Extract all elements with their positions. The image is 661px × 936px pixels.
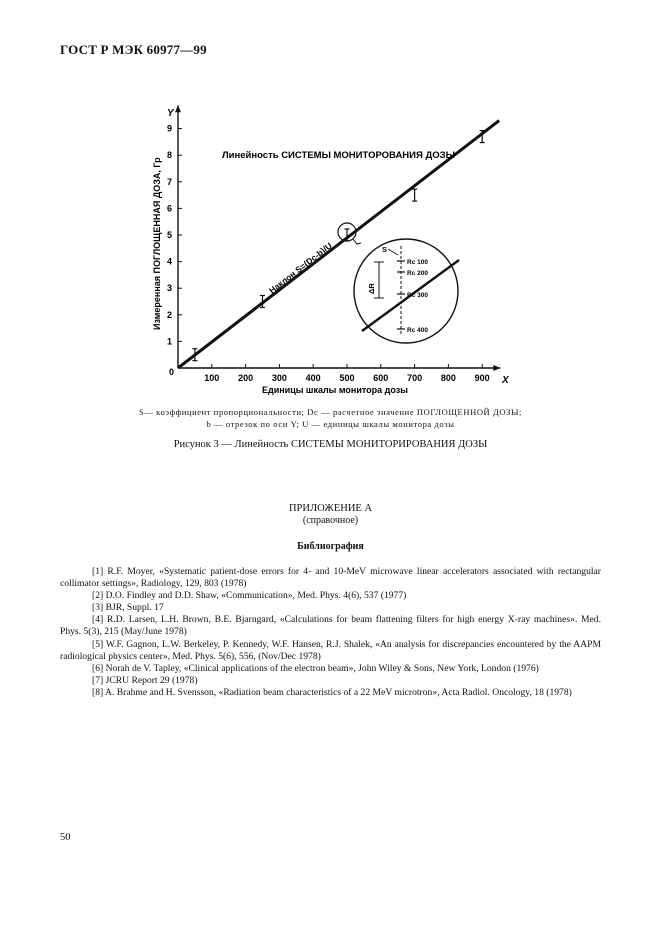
reference-item: [2] D.O. Findley and D.D. Shaw, «Communication», Med. Phys. 4(6), 537 (1977) bbox=[92, 590, 407, 602]
inset-r-label: Rc 400 bbox=[407, 327, 428, 334]
x-axis-name: X bbox=[502, 375, 509, 386]
figure-legend-line-2: b — отрезок по оси Y; U — единицы шкалы монитора дозы bbox=[206, 419, 455, 429]
bibliography-title: Библиография bbox=[297, 541, 364, 552]
inset-label-s: S bbox=[382, 245, 388, 254]
x-tick-label: 100 bbox=[204, 373, 220, 383]
reference-item: [7] JCRU Report 29 (1978) bbox=[92, 674, 198, 686]
x-tick-label: 400 bbox=[305, 373, 321, 383]
x-axis-label: Единицы шкалы монитора дозы bbox=[262, 385, 408, 395]
y-axis-label: Измеренная ПОГЛОЩЕННАЯ ДОЗА, Гр bbox=[152, 157, 162, 330]
appendix-subtitle: (справочное) bbox=[302, 515, 359, 526]
slope-label: Наклон S=(Dc-b)/U bbox=[267, 240, 334, 296]
x-tick-label: 900 bbox=[474, 373, 490, 383]
y-tick-label: 8 bbox=[166, 150, 172, 161]
inset-r-label: Rc 200 bbox=[407, 270, 428, 277]
page-number: 50 bbox=[60, 832, 71, 843]
reference-item: [6] Norah de V. Tapley, «Clinical applications of the electron beam», John Wiley & Sons, New York, London (1976) bbox=[92, 662, 539, 674]
x-tick-label: 600 bbox=[373, 373, 389, 383]
dose-linearity-chart bbox=[0, 0, 661, 420]
connector-line bbox=[353, 239, 361, 244]
y-tick-label: 6 bbox=[166, 203, 172, 214]
reference-item: [5] W.F. Gagnon, L.W. Berkeley, P. Kennedy, W.F. Hansen, R.J. Shalek, «An analysis for discrepancies encountered by the AAPM radiological physics center», Med. Phys. 5(6), 556, (Nov/Dec 1978) bbox=[60, 638, 601, 662]
x-tick-label: 500 bbox=[339, 373, 355, 383]
reference-item: [8] A. Brahme and H. Svensson, «Radiation beam characteristics of a 22 MeV microtron», Acta Radiol. Oncology, 18 (1978) bbox=[92, 686, 572, 698]
y-tick-label: 7 bbox=[166, 176, 172, 187]
magnified-inset bbox=[338, 223, 459, 343]
reference-list bbox=[60, 566, 601, 699]
y-axis-arrow bbox=[175, 105, 181, 112]
chart-title: Линейность СИСТЕМЫ МОНИТОРОВАНИЯ ДОЗЫ bbox=[222, 150, 455, 161]
y-tick-label: 1 bbox=[166, 336, 172, 347]
origin-label: 0 bbox=[169, 367, 175, 377]
x-tick-label: 700 bbox=[407, 373, 423, 383]
reference-item: [3] BJR, Suppl. 17 bbox=[92, 602, 164, 614]
inset-r-label: Rc 100 bbox=[407, 259, 428, 266]
inset-r-label: Rc 300 bbox=[407, 292, 428, 299]
x-tick-label: 800 bbox=[440, 373, 456, 383]
y-tick-label: 9 bbox=[166, 123, 172, 134]
inset-pointer bbox=[388, 249, 398, 255]
document-header: ГОСТ Р МЭК 60977—99 bbox=[60, 42, 207, 57]
x-tick-label: 300 bbox=[271, 373, 287, 383]
x-tick-label: 200 bbox=[238, 373, 254, 383]
reference-item: [1] R.F. Moyer, «Systematic patient-dose errors for 4- and 10-MeV microwave linear accelerators associated with rectangular collimator settings», Radiology, 129, 803 (1978) bbox=[60, 566, 601, 590]
y-tick-label: 5 bbox=[166, 230, 172, 240]
y-tick-label: 2 bbox=[166, 309, 172, 320]
y-axis-name: Y bbox=[167, 108, 174, 119]
y-tick-label: 3 bbox=[166, 283, 172, 294]
appendix-title: ПРИЛОЖЕНИЕ А bbox=[288, 503, 373, 514]
inset-label-delta-r: ΔR bbox=[367, 283, 376, 294]
figure-legend-line-1: S— коэффициент пропорциональности; Dc — расчетное значение ПОГЛОЩЕННОЙ ДОЗЫ; bbox=[139, 407, 522, 417]
x-axis-arrow bbox=[493, 365, 500, 371]
y-tick-label: 4 bbox=[166, 256, 172, 267]
reference-item: [4] R.D. Larsen, L.H. Brown, B.E. Bjarngard, «Calculations for beam flattening filters for high energy X-ray machines». Med. Phys. 5(3), 215 (May/June 1978) bbox=[60, 614, 601, 638]
figure-caption: Рисунок 3 — Линейность СИСТЕМЫ МОНИТОРИРОВАНИЯ ДОЗЫ bbox=[173, 439, 488, 450]
